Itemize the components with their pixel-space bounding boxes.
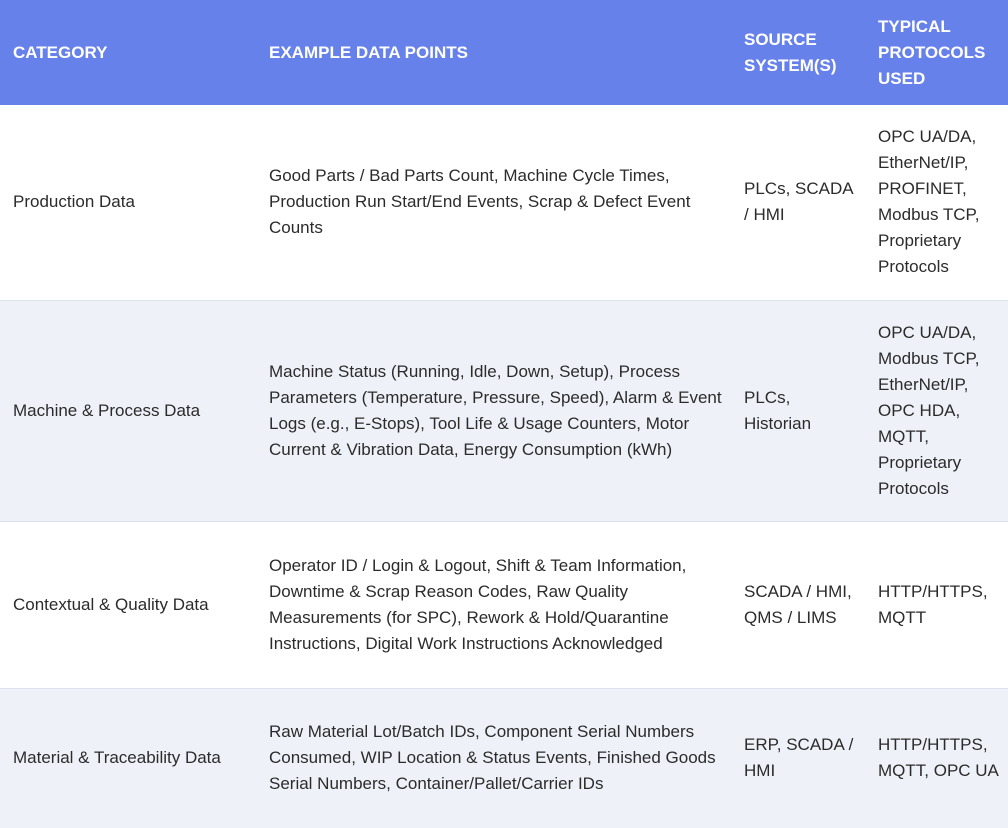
cell-source: ERP, SCADA / HMI [732, 688, 866, 828]
cell-source: SCADA / HMI, QMS / LIMS [732, 521, 866, 688]
header-typical-protocols: TYPICAL PROTOCOLS USED [866, 0, 1008, 105]
table-row [0, 300, 1008, 521]
header-category: CATEGORY [0, 0, 256, 105]
cell-example: Raw Material Lot/Batch IDs, Component Serial Numbers Consumed, WIP Location & Status Events, Finished Goods Serial Numbers, Container/Pallet/Carrier IDs [256, 688, 732, 828]
header-source-systems: SOURCE SYSTEM(S) [732, 0, 866, 105]
header-example-data-points: EXAMPLE DATA POINTS [256, 0, 732, 105]
cell-category: Contextual & Quality Data [0, 521, 256, 688]
cell-protocols: HTTP/HTTPS, MQTT [866, 521, 1008, 688]
cell-protocols: HTTP/HTTPS, MQTT, OPC UA [866, 688, 1008, 828]
cell-category: Production Data [0, 105, 256, 300]
cell-example: Good Parts / Bad Parts Count, Machine Cycle Times, Production Run Start/End Events, Scrap & Defect Event Counts [256, 105, 732, 300]
cell-protocols: OPC UA/DA, Modbus TCP, EtherNet/IP, OPC HDA, MQTT, Proprietary Protocols [866, 300, 1008, 521]
table-body [0, 105, 1008, 828]
cell-example: Machine Status (Running, Idle, Down, Setup), Process Parameters (Temperature, Pressure, Speed), Alarm & Event Logs (e.g., E-Stops), Tool Life & Usage Counters, Motor Current & Vibration Data, Energy Consumption (kWh) [256, 300, 732, 521]
cell-example: Operator ID / Login & Logout, Shift & Team Information, Downtime & Scrap Reason Codes, Raw Quality Measurements (for SPC), Rework & Hold/Quarantine Instructions, Digital Work Instructions Acknowledged [256, 521, 732, 688]
cell-protocols: OPC UA/DA, EtherNet/IP, PROFINET, Modbus TCP, Proprietary Protocols [866, 105, 1008, 300]
cell-category: Material & Traceability Data [0, 688, 256, 828]
table-row [0, 688, 1008, 828]
cell-category: Machine & Process Data [0, 300, 256, 521]
table-row [0, 521, 1008, 688]
header-row [0, 0, 1008, 105]
cell-source: PLCs, Historian [732, 300, 866, 521]
cell-source: PLCs, SCADA / HMI [732, 105, 866, 300]
table-row [0, 105, 1008, 300]
table-header [0, 0, 1008, 105]
